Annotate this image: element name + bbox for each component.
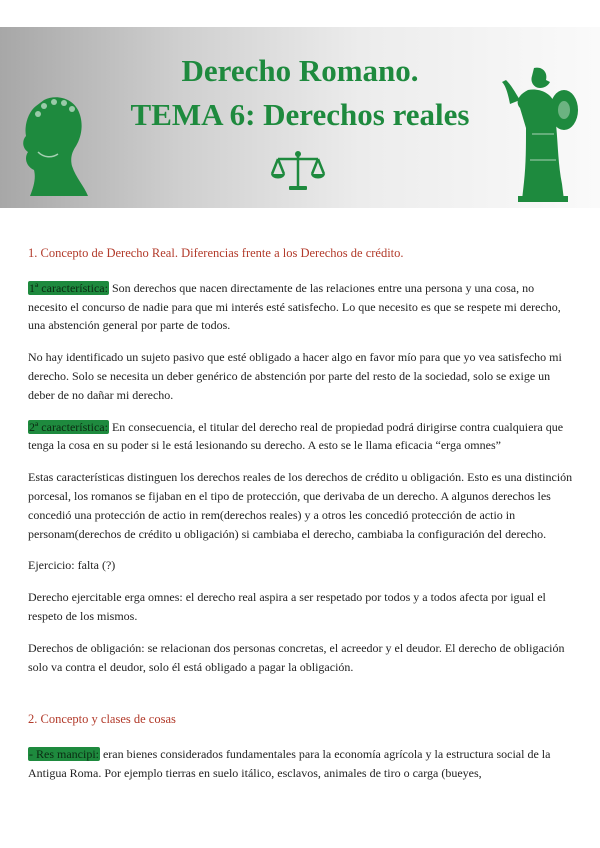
paragraph-text: Son derechos que nacen directamente de las relaciones entre una persona y una cosa, no necesito el concurso de nadie para que mi interés esté satisfecho. Lo que necesito es que se respete mi derecho, una abstención general por parte de todos. bbox=[28, 280, 561, 333]
paragraph: No hay identificado un sujeto pasivo que esté obligado a hacer algo en favor mío para que yo vea satisfecho mi derecho. Solo se necesita un deber genérico de abstención por parte del resto de la sociedad, solo se exige un deber de no dañar mi derecho. bbox=[28, 350, 562, 402]
scales-of-justice-icon bbox=[270, 150, 326, 192]
title-line-1: Derecho Romano. bbox=[181, 53, 419, 88]
title-line-2: TEMA 6: Derechos reales bbox=[130, 97, 470, 132]
highlight-tag: - Res mancipi: bbox=[29, 747, 99, 762]
highlight-tag: 2ª característica: bbox=[29, 419, 108, 434]
paragraph: Estas características distinguen los derechos reales de los derechos de crédito u obligación. Esto es una distinción porcesal, los romanos se fijaban en el tipo de protección, que derivaba de un derecho. A algunos derechos les concedió una protección de actio in rem(derechos reales) y a otros les concedió protección de actio in personam(derechos de crédito u obligación) si cambiaba el derecho, cambiaba la configuración del derecho. bbox=[28, 470, 573, 541]
paragraph bbox=[28, 418, 573, 456]
paragraph-text: En consecuencia, el titular del derecho real de propiedad podrá dirigirse contra cualquiera que tenga la cosa en su poder si le está lesionando su derecho. A esto se le llama eficacia “erga omnes” bbox=[28, 419, 564, 453]
paragraph-text: eran bienes considerados fundamentales para la economía agrícola y la estructura social de la Antigua Roma. Por ejemplo tierras en suelo itálico, esclavos, animales de tiro o carga (bueyes, bbox=[28, 747, 551, 780]
paragraph: Derechos de obligación: se relacionan dos personas concretas, el acreedor y el deudor. El derecho de obligación solo va contra el deudor, solo él está obligado a pagar la obligación. bbox=[28, 640, 565, 674]
section-1-heading: 1. Concepto de Derecho Real. Diferencias frente a los Derechos de crédito. bbox=[28, 246, 404, 260]
highlight-tag: 1ª característica: bbox=[29, 280, 108, 295]
paragraph bbox=[28, 745, 573, 783]
paragraph: Derecho ejercitable erga omnes: el derecho real aspira a ser respetado por todos y a todos afecta por igual el respeto de los mismos. bbox=[28, 590, 546, 623]
paragraph bbox=[28, 279, 573, 335]
document-body bbox=[28, 244, 573, 796]
paragraph: Ejercicio: falta (?) bbox=[28, 558, 116, 573]
section-2-heading: 2. Concepto y clases de cosas bbox=[28, 712, 176, 727]
